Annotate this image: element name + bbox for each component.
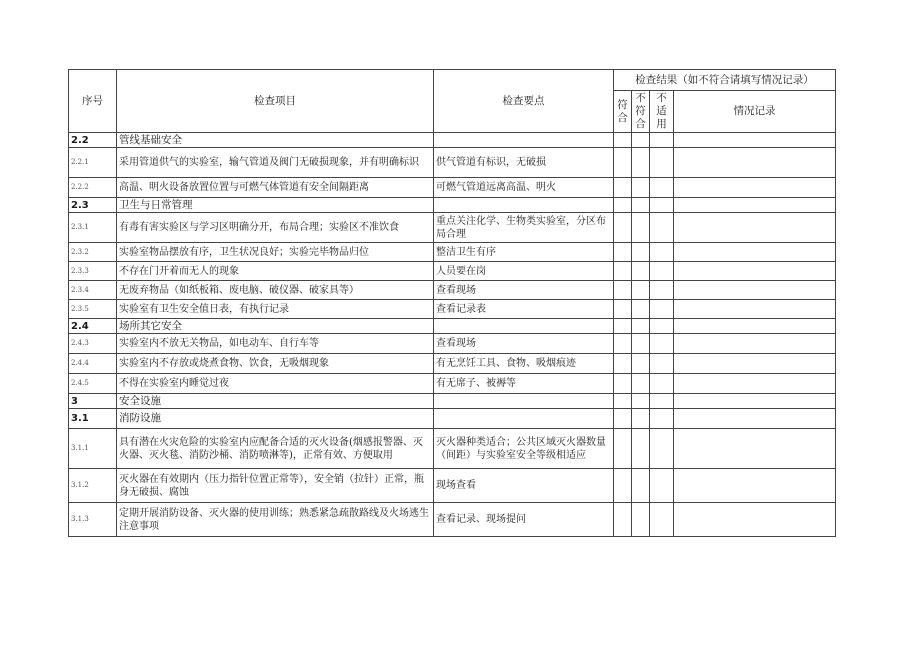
table-row xyxy=(69,243,836,262)
record-cell xyxy=(674,133,836,148)
item-number: 3.1.2 xyxy=(69,469,117,503)
header-result-group: 检查结果（如不符合请填写情况记录） xyxy=(614,70,836,91)
nonconform-cell xyxy=(632,178,650,198)
point-text: 有无席子、被褥等 xyxy=(434,374,614,394)
nonconform-cell xyxy=(632,198,650,213)
record-cell xyxy=(674,429,836,469)
record-cell xyxy=(674,262,836,281)
nonconform-cell xyxy=(632,503,650,537)
nonconform-cell xyxy=(632,300,650,319)
record-cell xyxy=(674,469,836,503)
na-cell xyxy=(650,281,674,300)
record-cell xyxy=(674,334,836,354)
header-point: 检查要点 xyxy=(434,70,614,133)
conform-cell xyxy=(614,469,632,503)
item-text: 采用管道供气的实验室，输气管道及阀门无破损现象，并有明确标识 xyxy=(117,148,434,178)
item-number: 2.4.4 xyxy=(69,354,117,374)
section-row xyxy=(69,198,836,213)
item-text: 实验室有卫生安全值日表，有执行记录 xyxy=(117,300,434,319)
na-cell xyxy=(650,198,674,213)
item-text: 具有潜在火灾危险的实验室内应配备合适的灭火设备(烟感报警器、灭火器、灭火毯、消防沙桶、消防喷淋等)，正常有效、方便取用 xyxy=(117,429,434,469)
table-row xyxy=(69,334,836,354)
point-text: 供气管道有标识，无破损 xyxy=(434,148,614,178)
header-na: 不适用 xyxy=(650,91,674,133)
conform-cell xyxy=(614,281,632,300)
nonconform-cell xyxy=(632,394,650,409)
item-number: 2.3.3 xyxy=(69,262,117,281)
inspection-table xyxy=(68,69,836,537)
item-number: 2.3.2 xyxy=(69,243,117,262)
na-cell xyxy=(650,319,674,334)
table-row xyxy=(69,429,836,469)
table-row xyxy=(69,300,836,319)
item-text: 灭火器在有效期内（压力指针位置正常等），安全销（拉针）正常，瓶身无破损、腐蚀 xyxy=(117,469,434,503)
nonconform-cell xyxy=(632,262,650,281)
record-cell xyxy=(674,213,836,243)
conform-cell xyxy=(614,300,632,319)
na-cell xyxy=(650,394,674,409)
na-cell xyxy=(650,178,674,198)
section-title: 管线基础安全 xyxy=(117,133,434,148)
point-text: 有无烹饪工具、食物、吸烟痕迹 xyxy=(434,354,614,374)
item-text: 定期开展消防设备、灭火器的使用训练；熟悉紧急疏散路线及火场逃生注意事项 xyxy=(117,503,434,537)
point-cell xyxy=(434,394,614,409)
item-text: 实验室物品摆放有序，卫生状况良好；实验完毕物品归位 xyxy=(117,243,434,262)
point-text: 查看记录表 xyxy=(434,300,614,319)
nonconform-cell xyxy=(632,213,650,243)
header-conform: 符合 xyxy=(614,91,632,133)
header-seq: 序号 xyxy=(69,70,117,133)
na-cell xyxy=(650,334,674,354)
item-number: 2.2.1 xyxy=(69,148,117,178)
conform-cell xyxy=(614,354,632,374)
record-cell xyxy=(674,354,836,374)
point-text: 整洁卫生有序 xyxy=(434,243,614,262)
table-row xyxy=(69,469,836,503)
na-cell xyxy=(650,469,674,503)
item-text: 实验室内不放无关物品，如电动车、自行车等 xyxy=(117,334,434,354)
record-cell xyxy=(674,178,836,198)
item-number: 2.4.3 xyxy=(69,334,117,354)
point-cell xyxy=(434,198,614,213)
point-text: 灭火器种类适合；公共区域灭火器数量（间距）与实验室安全等级相适应 xyxy=(434,429,614,469)
section-title: 卫生与日常管理 xyxy=(117,198,434,213)
record-cell xyxy=(674,374,836,394)
na-cell xyxy=(650,409,674,429)
na-cell xyxy=(650,243,674,262)
table-row xyxy=(69,178,836,198)
na-cell xyxy=(650,300,674,319)
nonconform-cell xyxy=(632,281,650,300)
nonconform-cell xyxy=(632,133,650,148)
item-number: 2.3.5 xyxy=(69,300,117,319)
point-cell xyxy=(434,133,614,148)
nonconform-cell xyxy=(632,319,650,334)
na-cell xyxy=(650,429,674,469)
record-cell xyxy=(674,319,836,334)
header-item: 检查项目 xyxy=(117,70,434,133)
nonconform-cell xyxy=(632,148,650,178)
section-title: 消防设施 xyxy=(117,409,434,429)
conform-cell xyxy=(614,148,632,178)
conform-cell xyxy=(614,243,632,262)
section-title: 安全设施 xyxy=(117,394,434,409)
point-cell xyxy=(434,319,614,334)
section-number: 2.2 xyxy=(69,133,117,148)
table-row xyxy=(69,148,836,178)
nonconform-cell xyxy=(632,409,650,429)
nonconform-cell xyxy=(632,469,650,503)
item-text: 实验室内不存放或烧煮食物、饮食，无吸烟现象 xyxy=(117,354,434,374)
na-cell xyxy=(650,213,674,243)
record-cell xyxy=(674,281,836,300)
table-row xyxy=(69,503,836,537)
item-number: 2.3.1 xyxy=(69,213,117,243)
item-number: 2.4.5 xyxy=(69,374,117,394)
nonconform-cell xyxy=(632,354,650,374)
na-cell xyxy=(650,374,674,394)
conform-cell xyxy=(614,409,632,429)
section-title: 场所其它安全 xyxy=(117,319,434,334)
record-cell xyxy=(674,148,836,178)
conform-cell xyxy=(614,262,632,281)
na-cell xyxy=(650,354,674,374)
point-text: 人员要在岗 xyxy=(434,262,614,281)
nonconform-cell xyxy=(632,243,650,262)
record-cell xyxy=(674,198,836,213)
section-number: 3 xyxy=(69,394,117,409)
table-row xyxy=(69,374,836,394)
conform-cell xyxy=(614,133,632,148)
table-row xyxy=(69,213,836,243)
conform-cell xyxy=(614,429,632,469)
nonconform-cell xyxy=(632,429,650,469)
table-row xyxy=(69,262,836,281)
item-text: 不得在实验室内睡觉过夜 xyxy=(117,374,434,394)
section-row xyxy=(69,409,836,429)
point-text: 可燃气管道远离高温、明火 xyxy=(434,178,614,198)
point-text: 现场查看 xyxy=(434,469,614,503)
nonconform-cell xyxy=(632,334,650,354)
item-number: 2.2.2 xyxy=(69,178,117,198)
section-number: 2.3 xyxy=(69,198,117,213)
table-row xyxy=(69,354,836,374)
header-nonconform: 不符合 xyxy=(632,91,650,133)
conform-cell xyxy=(614,334,632,354)
conform-cell xyxy=(614,374,632,394)
record-cell xyxy=(674,409,836,429)
item-number: 3.1.1 xyxy=(69,429,117,469)
item-text: 高温、明火设备放置位置与可燃气体管道有安全间隔距离 xyxy=(117,178,434,198)
point-text: 查看现场 xyxy=(434,281,614,300)
record-cell xyxy=(674,394,836,409)
nonconform-cell xyxy=(632,374,650,394)
section-row xyxy=(69,394,836,409)
record-cell xyxy=(674,300,836,319)
point-text: 查看记录、现场提问 xyxy=(434,503,614,537)
conform-cell xyxy=(614,178,632,198)
na-cell xyxy=(650,133,674,148)
point-text: 查看现场 xyxy=(434,334,614,354)
conform-cell xyxy=(614,198,632,213)
section-number: 2.4 xyxy=(69,319,117,334)
conform-cell xyxy=(614,394,632,409)
point-text: 重点关注化学、生物类实验室，分区布局合理 xyxy=(434,213,614,243)
record-cell xyxy=(674,243,836,262)
point-cell xyxy=(434,409,614,429)
table-row xyxy=(69,281,836,300)
conform-cell xyxy=(614,503,632,537)
header-record: 情况记录 xyxy=(674,91,836,133)
conform-cell xyxy=(614,213,632,243)
section-number: 3.1 xyxy=(69,409,117,429)
conform-cell xyxy=(614,319,632,334)
section-row xyxy=(69,133,836,148)
na-cell xyxy=(650,148,674,178)
item-text: 无废弃物品（如纸板箱、废电脑、破仪器、破家具等） xyxy=(117,281,434,300)
item-text: 有毒有害实验区与学习区明确分开，布局合理；实验区不准饮食 xyxy=(117,213,434,243)
item-number: 2.3.4 xyxy=(69,281,117,300)
item-number: 3.1.3 xyxy=(69,503,117,537)
na-cell xyxy=(650,262,674,281)
na-cell xyxy=(650,503,674,537)
section-row xyxy=(69,319,836,334)
record-cell xyxy=(674,503,836,537)
item-text: 不存在门开着而无人的现象 xyxy=(117,262,434,281)
